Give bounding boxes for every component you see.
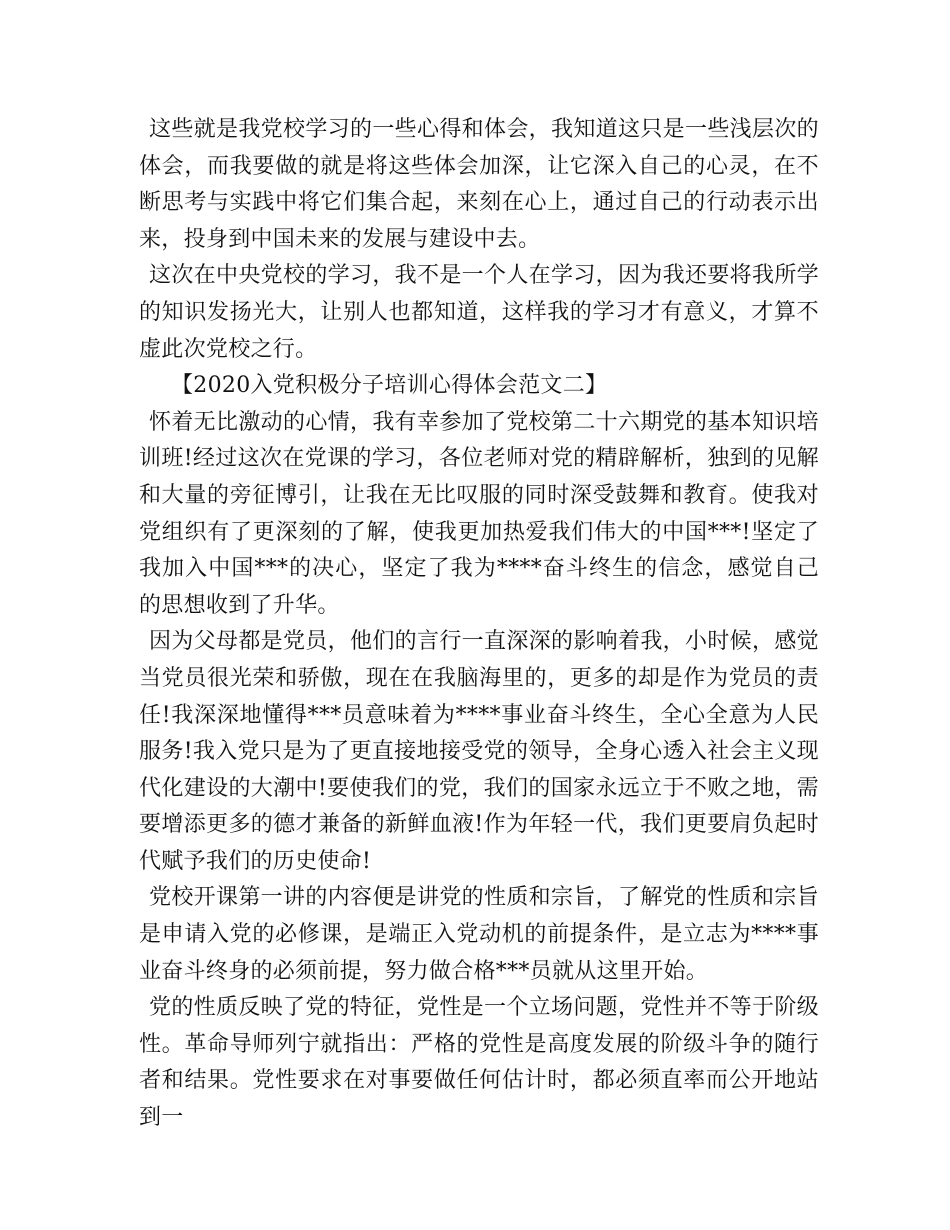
paragraph-2: 这次在中央党校的学习，我不是一个人在学习，因为我还要将我所学的知识发扬光大，让别人也都知道，这样我的学习才有意义，才算不虚此次党校之行。 [139,263,819,362]
paragraph-3: 怀着无比激动的心情，我有幸参加了党校第二十六期党的基本知识培训班!经过这次在党课的学习，各位老师对党的精辟解析，独到的见解和大量的旁征博引，让我在无比叹服的同时深受鼓舞和教育。使我对党组织有了更深刻的了解，使我更加热爱我们伟大的中国***!坚定了我加入中国***的决心，坚定了我为****奋斗终生的信念，感觉自己的思想收到了升华。 [139,409,819,618]
paragraph-1: 这些就是我党校学习的一些心得和体会，我知道这只是一些浅层次的体会，而我要做的就是将这些体会加深，让它深入自己的心灵，在不断思考与实践中将它们集合起，来刻在心上，通过自己的行动表示出来，投身到中国未来的发展与建设中去。 [139,117,819,252]
section-heading: 【2020入党积极分子培训心得体会范文二】 [171,373,608,399]
paragraph-4: 因为父母都是党员，他们的言行一直深深的影响着我，小时候，感觉当党员很光荣和骄傲，现在在我脑海里的，更多的却是作为党员的责任!我深深地懂得***员意味着为****事业奋斗终生，全心全意为人民服务!我入党只是为了更直接地接受党的领导，全身心透入社会主义现代化建设的大潮中!要使我们的党，我们的国家永远立于不败之地，需要增添更多的德才兼备的新鲜血液!作为年轻一代，我们更要肩负起时代赋予我们的历史使命! [139,629,819,874]
document-body [139,112,819,1137]
paragraph-5: 党校开课第一讲的内容便是讲党的性质和宗旨，了解党的性质和宗旨是申请入党的必修课，是端正入党动机的前提条件，是立志为****事业奋斗终身的必须前提，努力做合格***员就从这里开始。 [139,885,819,984]
paragraph-6: 党的性质反映了党的特征，党性是一个立场问题，党性并不等于阶级性。革命导师列宁就指出：严格的党性是高度发展的阶级斗争的随行者和结果。党性要求在对事要做任何估计时，都必须直率而公开地站到一 [139,995,819,1131]
